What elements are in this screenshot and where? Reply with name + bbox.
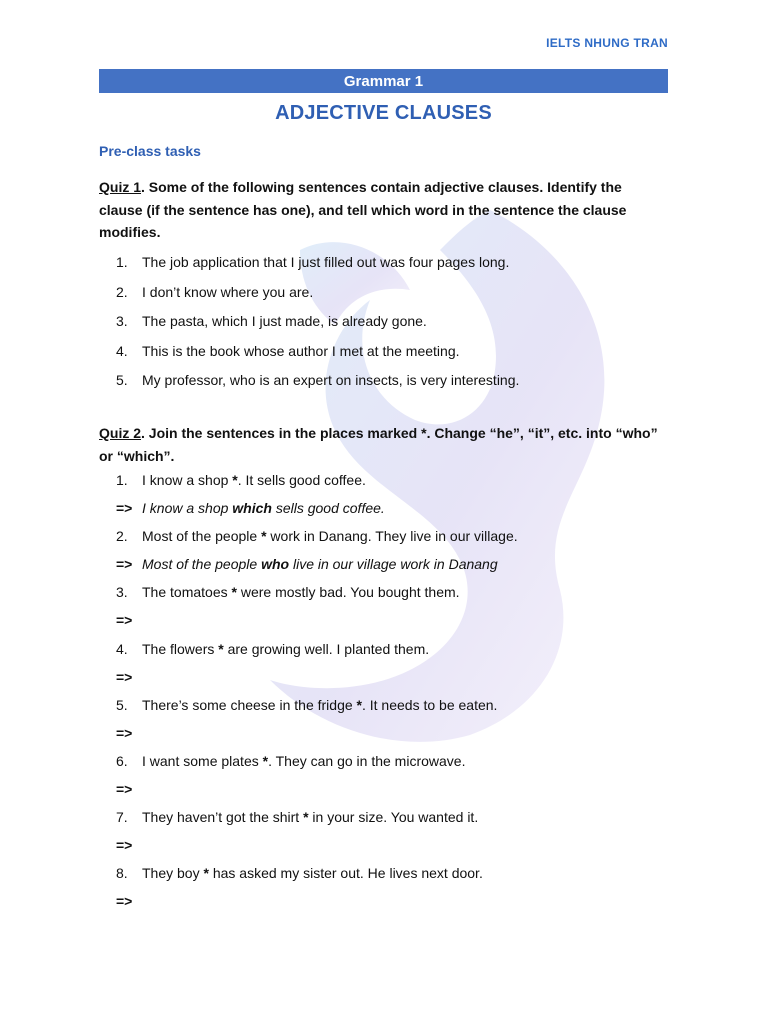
item-number: 2. bbox=[116, 284, 128, 300]
item-text: The tomatoes * were mostly bad. You bought them. bbox=[142, 584, 460, 600]
item-text: They boy * has asked my sister out. He lives next door. bbox=[142, 865, 483, 881]
answer-arrow: => bbox=[116, 837, 133, 853]
quiz2-item bbox=[99, 581, 668, 603]
answer-row bbox=[99, 666, 668, 688]
item-number: 1. bbox=[116, 254, 128, 270]
answer-text: Most of the people who live in our village work in Danang bbox=[142, 556, 498, 572]
item-text: I don’t know where you are. bbox=[142, 284, 314, 300]
answer-row bbox=[99, 834, 668, 856]
quiz1-item bbox=[99, 340, 668, 362]
item-text: The pasta, which I just made, is already gone. bbox=[142, 313, 427, 329]
item-number: 3. bbox=[116, 584, 128, 600]
item-number: 2. bbox=[116, 528, 128, 544]
item-text: I know a shop *. It sells good coffee. bbox=[142, 472, 366, 488]
quiz2-item bbox=[99, 469, 668, 491]
answer-row bbox=[99, 890, 668, 912]
quiz2-instruction bbox=[99, 422, 668, 467]
answer-arrow: => bbox=[116, 556, 133, 572]
quiz2-item bbox=[99, 638, 668, 660]
quiz2-item bbox=[99, 525, 668, 547]
item-number: 4. bbox=[116, 641, 128, 657]
answer-arrow: => bbox=[116, 669, 133, 685]
item-number: 4. bbox=[116, 343, 128, 359]
item-text: My professor, who is an expert on insects, is very interesting. bbox=[142, 372, 520, 388]
item-number: 6. bbox=[116, 753, 128, 769]
section-label: Pre-class tasks bbox=[99, 143, 201, 159]
answer-arrow: => bbox=[116, 893, 133, 909]
header-brand: IELTS NHUNG TRAN bbox=[546, 36, 668, 50]
answer-arrow: => bbox=[116, 500, 133, 516]
item-text: I want some plates *. They can go in the microwave. bbox=[142, 753, 466, 769]
quiz2-item bbox=[99, 862, 668, 884]
answer-arrow: => bbox=[116, 781, 133, 797]
answer-arrow: => bbox=[116, 612, 133, 628]
banner-label: Grammar 1 bbox=[343, 72, 424, 90]
item-text: There’s some cheese in the fridge *. It needs to be eaten. bbox=[142, 697, 498, 713]
item-number: 8. bbox=[116, 865, 128, 881]
item-number: 7. bbox=[116, 809, 128, 825]
quiz1-item bbox=[99, 310, 668, 332]
item-text: This is the book whose author I met at the meeting. bbox=[142, 343, 460, 359]
answer-row bbox=[99, 553, 668, 575]
answer-arrow: => bbox=[116, 725, 133, 741]
quiz2-item bbox=[99, 806, 668, 828]
item-text: They haven’t got the shirt * in your size. You wanted it. bbox=[142, 809, 479, 825]
answer-row bbox=[99, 778, 668, 800]
item-number: 1. bbox=[116, 472, 128, 488]
item-number: 5. bbox=[116, 697, 128, 713]
item-text: Most of the people * work in Danang. They live in our village. bbox=[142, 528, 518, 544]
item-text: The job application that I just filled out was four pages long. bbox=[142, 254, 510, 270]
quiz1-instruction bbox=[99, 176, 668, 244]
quiz2-item bbox=[99, 694, 668, 716]
quiz1-item bbox=[99, 251, 668, 273]
quiz1-item bbox=[99, 369, 668, 391]
quiz1-label: Quiz 1 bbox=[99, 179, 142, 195]
item-text: The flowers * are growing well. I planted them. bbox=[142, 641, 430, 657]
grammar-banner bbox=[99, 69, 668, 93]
quiz2-instruction-text: . Join the sentences in the places marked *. Change “he”, “it”, etc. into “who” or “which”. bbox=[99, 425, 658, 464]
answer-row bbox=[99, 722, 668, 744]
item-number: 3. bbox=[116, 313, 128, 329]
page-title: ADJECTIVE CLAUSES bbox=[275, 102, 492, 124]
quiz1-item bbox=[99, 281, 668, 303]
answer-row bbox=[99, 609, 668, 631]
quiz1-instruction-text: . Some of the following sentences contain adjective clauses. Identify the clause (if the sentence has one), and tell which word in the sentence the clause modifies. bbox=[99, 179, 627, 240]
item-number: 5. bbox=[116, 372, 128, 388]
quiz2-item bbox=[99, 750, 668, 772]
answer-row bbox=[99, 497, 668, 519]
quiz2-label: Quiz 2 bbox=[99, 425, 142, 441]
answer-text: I know a shop which sells good coffee. bbox=[142, 500, 385, 516]
